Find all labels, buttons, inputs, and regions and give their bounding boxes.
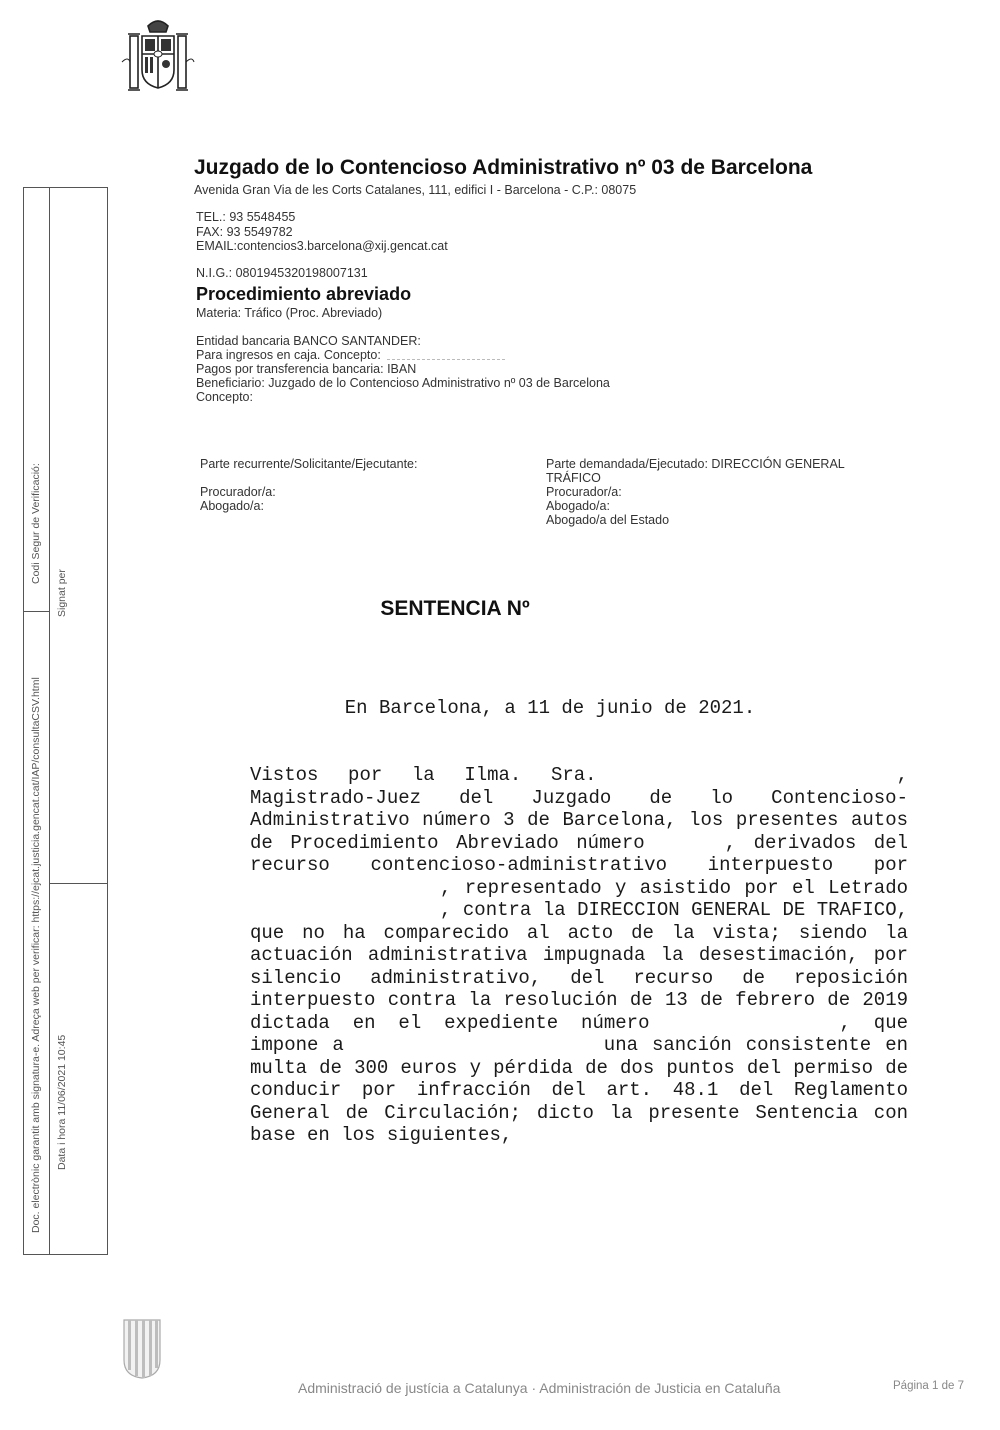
email-address: EMAIL:contencios3.barcelona@xij.gencat.cat [196, 239, 448, 253]
sentence-paragraph: Vistos por la Ilma. Sra. , Magistrado-Juez del Juzgado de lo Contencioso-Administrativo número 3 de Barcelona, los presentes autos de Procedimiento Abreviado número , derivados del recurso contencioso-administrativo interpuesto por, representado y asistido por el Letrado, contra la DIRECCION GENERAL DE TRAFICO, que no ha comparecido al acto de la vista; siendo la actuación administrativa impugnada la desestimación, por silencio administrativo, del recurso de reposición interpuesto contra la resolución de 13 de febrero de 2019 dictada en el expediente número , que impone a una sanción consistente en multa de 300 euros y pérdida de dos puntos del permiso de conducir por infracción del art. 48.1 del Reglamento General de Circulación; dicto la presente Sentencia con base en los siguientes, [250, 764, 908, 1146]
page-number: Página 1 de 7 [893, 1380, 964, 1392]
bank-details [196, 334, 610, 404]
defendant-lawyer-label: Abogado/a: [546, 499, 610, 513]
phone-number: TEL.: 93 5548455 [196, 210, 296, 224]
fax-number: FAX: 93 5549782 [196, 224, 293, 239]
margin-divider [49, 187, 50, 1255]
bank-transfer: Pagos por transferencia bancaria: IBAN [196, 362, 417, 376]
signed-by-label: Signat per [56, 569, 68, 617]
spain-coat-of-arms-logo [118, 12, 198, 100]
footer-administration-text: Administració de justícia a Catalunya · Administración de Justicia en Cataluña [298, 1380, 781, 1396]
procedure-matter: Materia: Tráfico (Proc. Abreviado) [196, 306, 383, 320]
bank-entity: Entidad bancaria BANCO SANTANDER: [196, 334, 421, 348]
state-lawyer-label: Abogado/a del Estado [546, 513, 670, 527]
margin-divider [49, 883, 108, 884]
bank-concept: Concepto: [196, 390, 253, 404]
bank-beneficiary: Beneficiario: Juzgado de lo Contencioso Administrativo nº 03 de Barcelona [196, 376, 610, 390]
verification-code-label: Codi Segur de Verificació: [30, 463, 42, 584]
plaintiff-party-block [200, 457, 417, 513]
catalonia-arms-logo [122, 1318, 162, 1380]
defendant-party-block [546, 457, 845, 527]
plaintiff-lawyer-label: Abogado/a: [200, 499, 264, 513]
nig-number: N.I.G.: 0801945320198007131 [196, 266, 368, 280]
defendant-label-cont: TRÁFICO [546, 471, 601, 485]
sentence-body [193, 764, 908, 1147]
sentence-title: SENTENCIA Nº [380, 597, 530, 620]
verification-url-text: Doc. electrònic garantit amb signatura-e. Adreça web per verificar: https://ejcat.justicia.gencat.cat/IAP/consultaCSV.html [30, 677, 42, 1233]
defendant-procurador-label: Procurador/a: [546, 485, 622, 499]
margin-divider [23, 611, 50, 612]
redacted-field [387, 351, 505, 360]
plaintiff-label: Parte recurrente/Solicitante/Ejecutante: [200, 457, 418, 471]
court-title: Juzgado de lo Contencioso Administrativo nº 03 de Barcelona [194, 156, 813, 179]
court-address: Avenida Gran Via de les Corts Catalanes, 111, edifici I - Barcelona - C.P.: 08075 [194, 183, 637, 197]
bank-cash-concept: Para ingresos en caja. Concepto: [196, 348, 610, 362]
plaintiff-procurador-label: Procurador/a: [200, 485, 276, 499]
sentence-date: En Barcelona, a 11 de junio de 2021. [344, 697, 756, 719]
procedure-title: Procedimiento abreviado [196, 284, 412, 304]
contact-block [196, 210, 448, 254]
defendant-label: Parte demandada/Ejecutado: DIRECCIÓN GENERAL [546, 457, 845, 471]
signature-timestamp: Data i hora 11/06/2021 10:45 [56, 1034, 68, 1170]
